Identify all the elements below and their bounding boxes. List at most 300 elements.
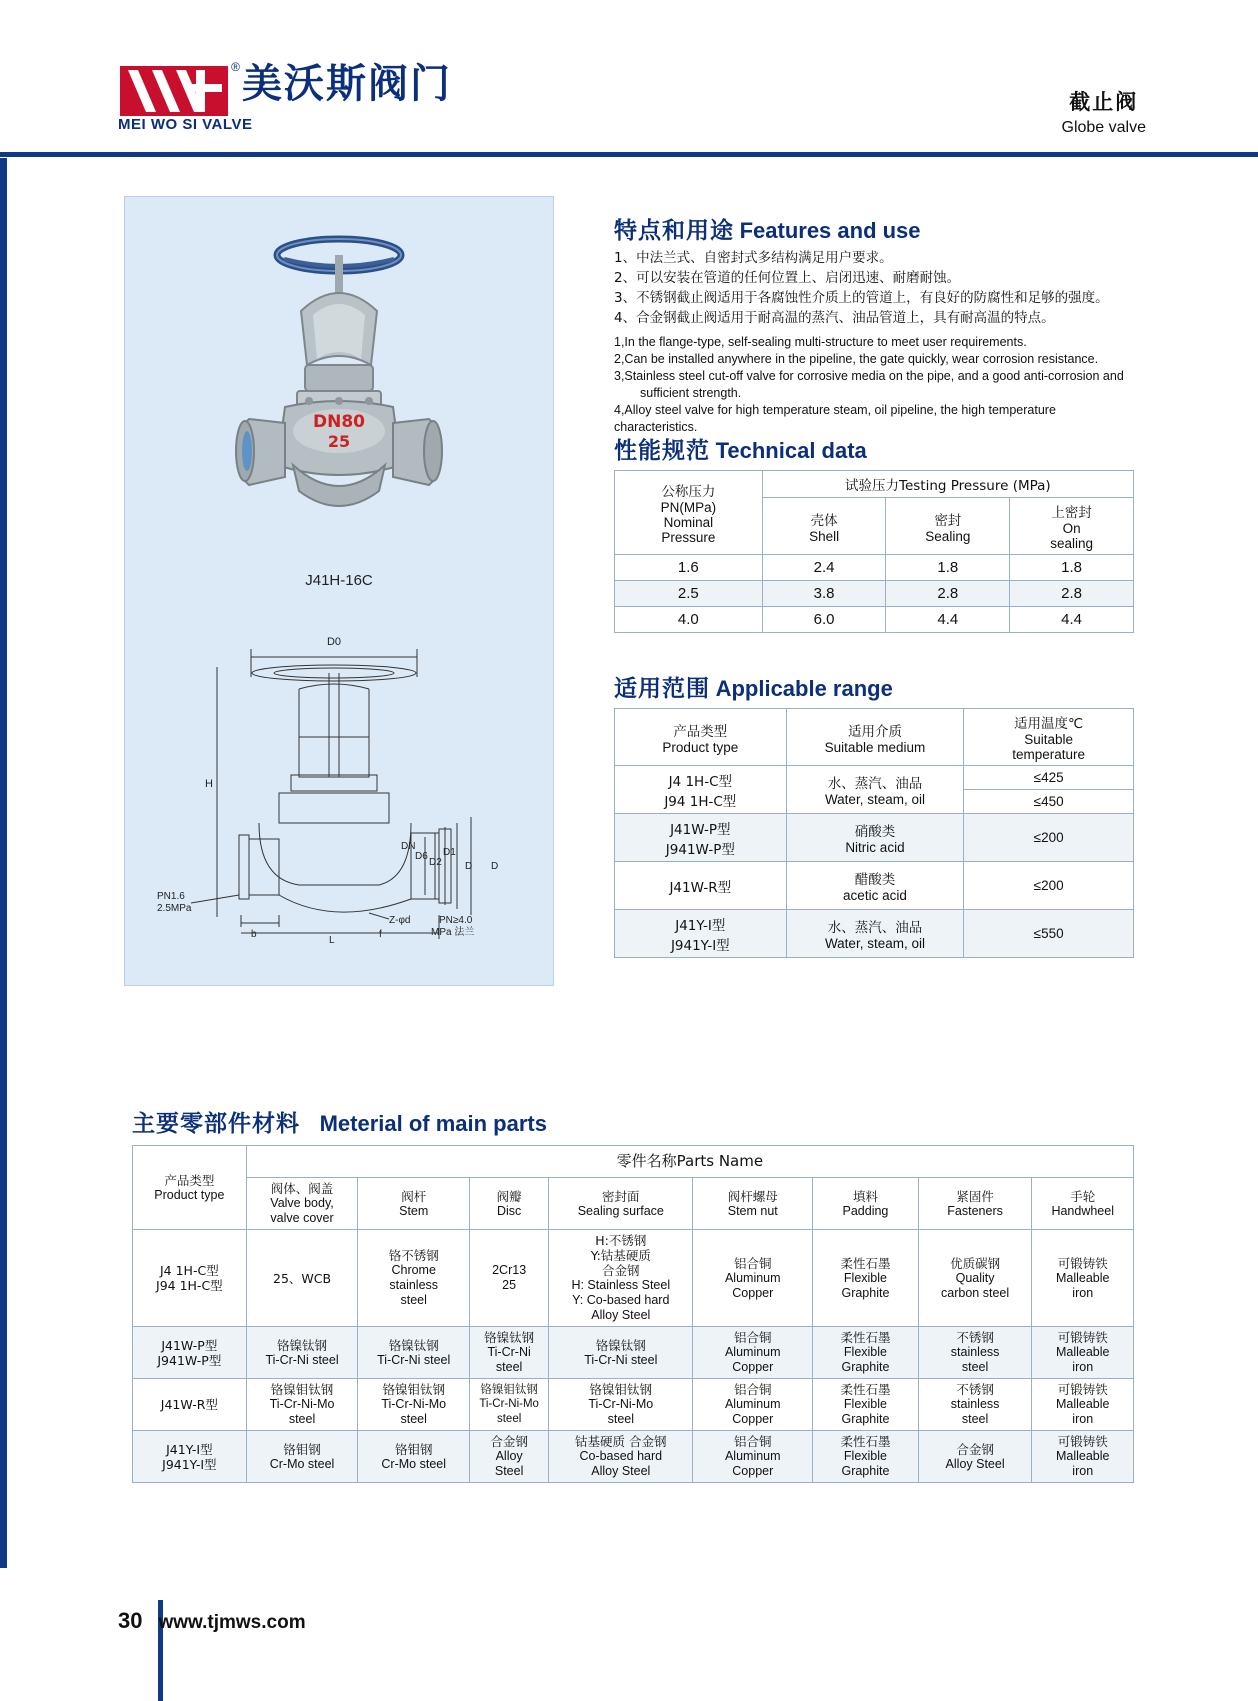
parts-cell-line: steel [288, 1412, 316, 1426]
parts-cell-line: 可锻铸铁 [1057, 1382, 1108, 1397]
th-product-type-cn: 产品类型 [673, 723, 728, 740]
svg-text:b: b [251, 929, 257, 940]
applicable-title-en: Applicable range [715, 676, 893, 701]
parts-cell-line: Flexible [843, 1397, 887, 1411]
parts-cell-line: 铬镍钼钛钢 [270, 1382, 334, 1397]
th-on-sealing-en1: On [1062, 521, 1081, 536]
registered-mark: ® [231, 60, 240, 74]
parts-cell-line: Y:钴基硬质 [590, 1248, 651, 1263]
col-header-en1: Padding [842, 1203, 889, 1218]
technical-title-en: Technical data [715, 438, 867, 463]
range-medium-cn: 醋酸类 [854, 872, 896, 888]
parts-cell-line: 不锈钢 [956, 1382, 994, 1397]
tech-cell: 2.8 [1010, 581, 1134, 607]
table-row [133, 1379, 1134, 1431]
parts-cell-line: Alloy Steel [591, 1464, 651, 1478]
parts-cell-line: 铬镍钛钢 [277, 1337, 328, 1353]
range-type-cell [615, 910, 787, 958]
parts-cell-line: 2Cr13 [492, 1263, 527, 1277]
header-divider [0, 152, 1258, 157]
product-image-panel [124, 196, 554, 986]
parts-cell-line: 25 [502, 1278, 517, 1292]
svg-text:D: D [465, 861, 473, 872]
parts-cell-line: Flexible [843, 1345, 887, 1359]
th-stem-nut [693, 1178, 813, 1230]
th-sealing-en: Sealing [925, 528, 971, 544]
parts-cell-line: steel [496, 1413, 522, 1425]
parts-cell-line: stainless [389, 1278, 439, 1292]
parts-cell-line: 可锻铸铁 [1057, 1434, 1108, 1449]
parts-cell-line: 25、WCB [273, 1270, 332, 1286]
logo-mark-icon [118, 60, 240, 124]
svg-text:L: L [329, 935, 335, 946]
parts-cell-line: 铬镍钛钢 [484, 1330, 535, 1345]
parts-cell-line: 铬镍钼钛钢 [589, 1382, 653, 1397]
th-temperature-en1: Suitable [1024, 732, 1074, 747]
table-row [615, 814, 1134, 862]
parts-title-cn: 主要零部件材料 [132, 1111, 300, 1137]
range-temp-cell: ≤200 [964, 814, 1134, 862]
th-temperature-en2: temperature [1012, 747, 1086, 762]
parts-cell [246, 1230, 358, 1327]
range-temp-cell: ≤425 [964, 766, 1134, 790]
parts-cell-line: iron [1072, 1464, 1094, 1478]
svg-text:PN1.6: PN1.6 [157, 891, 185, 902]
parts-cell [549, 1431, 693, 1483]
range-type-line: J94 1H-C型 [664, 793, 737, 810]
col-header-en1: Sealing surface [577, 1203, 664, 1218]
parts-type-cell [133, 1230, 247, 1327]
range-temp-cell: ≤550 [964, 910, 1134, 958]
parts-cell-line: Alloy Steel [945, 1456, 1005, 1471]
parts-cell [693, 1327, 813, 1379]
parts-type-cell [133, 1379, 247, 1431]
parts-cell-line: Malleable [1055, 1449, 1110, 1463]
parts-cell-line: iron [1072, 1360, 1094, 1374]
applicable-range-table [614, 708, 1134, 958]
parts-cell-line: Ti-Cr-Ni steel [377, 1352, 451, 1367]
features-section-title [614, 212, 921, 245]
svg-text:D6: D6 [415, 851, 428, 862]
svg-text:D0: D0 [326, 636, 342, 648]
parts-cell [549, 1327, 693, 1379]
col-header-cn: 密封面 [602, 1188, 640, 1204]
parts-cell-line: H: Stainless Steel [571, 1278, 671, 1292]
parts-type-line: J41W-P型 [161, 1337, 218, 1353]
th-product-type-en: Product type [662, 739, 739, 755]
website-url[interactable]: www.tjmws.com [158, 1612, 306, 1633]
svg-text:MPa 法兰: MPa 法兰 [431, 927, 475, 938]
applicable-title-cn: 适用范围 [614, 676, 710, 702]
parts-cell-line: steel [961, 1412, 989, 1426]
parts-cell-line: Malleable [1055, 1397, 1110, 1411]
parts-cell [918, 1230, 1032, 1327]
tech-cell: 4.4 [886, 607, 1010, 633]
svg-text:Z-φd: Z-φd [389, 915, 411, 926]
parts-cell-line: Copper [732, 1285, 774, 1300]
col-header-cn: 手轮 [1070, 1188, 1096, 1204]
parts-cell-line: Alloy Steel [591, 1308, 651, 1322]
range-type-line: J41W-R型 [669, 879, 732, 896]
parts-cell [813, 1431, 919, 1483]
parts-material-table [132, 1145, 1134, 1483]
tech-cell: 6.0 [762, 607, 886, 633]
parts-cell-line: 铝合铜 [734, 1382, 772, 1397]
th-medium-cn: 适用介质 [847, 723, 902, 740]
parts-cell [693, 1230, 813, 1327]
parts-cell [246, 1327, 358, 1379]
feature-cn-3: 3、不锈钢截止阀适用于各腐蚀性介质上的管道上，有良好的防腐性和足够的强度。 [614, 290, 1109, 306]
range-type-line: J4 1H-C型 [668, 773, 733, 790]
table-row [615, 709, 1134, 766]
tech-cell: 4.4 [1010, 607, 1134, 633]
th-disc [470, 1178, 549, 1230]
table-row [615, 766, 1134, 790]
table-row [133, 1178, 1134, 1230]
logo-chinese-name: 美沃斯阀门 [242, 61, 452, 107]
svg-text:D: D [491, 861, 499, 872]
parts-type-cell [133, 1327, 247, 1379]
th-shell-cn: 壳体 [810, 512, 838, 529]
parts-cell-line: Cr-Mo steel [269, 1456, 335, 1471]
page-header [0, 0, 1258, 158]
applicable-section-title [614, 670, 893, 703]
parts-cell [470, 1327, 549, 1379]
col-header-en1: Handwheel [1051, 1203, 1114, 1218]
th-parts-type-cn: 产品类型 [164, 1172, 215, 1188]
range-type-line: J41Y-I型 [675, 917, 726, 934]
svg-text:f: f [379, 929, 382, 940]
parts-cell-line: Graphite [841, 1285, 890, 1300]
parts-cell [693, 1431, 813, 1483]
parts-section-title [132, 1105, 547, 1138]
parts-title-en: Meterial of main parts [319, 1111, 547, 1136]
table-row [133, 1230, 1134, 1327]
parts-cell [1032, 1379, 1134, 1431]
logo-english-name: MEI WO SI VALVE [118, 116, 253, 133]
th-shell [762, 498, 886, 555]
col-header-en1: Stem [399, 1203, 429, 1218]
parts-cell-line: 钴基硬质 合金钢 [575, 1434, 667, 1449]
feature-en-4: 4,Alloy steel valve for high temperature steam, oil pipeline, the high temperature characteristics. [614, 403, 1056, 434]
range-temp-cell: ≤200 [964, 862, 1134, 910]
range-medium-en: acetic acid [843, 888, 907, 903]
table-row [615, 607, 1134, 633]
range-medium-cell [786, 910, 964, 958]
svg-text:2.5MPa: 2.5MPa [157, 903, 192, 914]
parts-cell [358, 1379, 470, 1431]
product-title-block [1062, 86, 1147, 137]
feature-en-2: 2,Can be installed anywhere in the pipeline, the gate quickly, wear corrosion resistance. [614, 352, 1099, 366]
col-header-en1: Disc [496, 1203, 522, 1218]
parts-cell-line: Y: Co-based hard [572, 1293, 670, 1307]
parts-cell-line: Malleable [1055, 1345, 1110, 1359]
parts-cell [470, 1230, 549, 1327]
parts-cell-line: stainless [950, 1397, 1000, 1411]
parts-cell-line: 铬镍钼钛钢 [480, 1382, 538, 1396]
parts-cell-line: steel [400, 1293, 427, 1307]
th-on-sealing-en2: sealing [1050, 536, 1093, 551]
th-temperature-cn: 适用温度℃ [1014, 716, 1084, 732]
product-title-en: Globe valve [1061, 119, 1146, 136]
parts-cell [1032, 1327, 1134, 1379]
parts-cell-line: 柔性石墨 [840, 1255, 891, 1271]
technical-section-title [614, 432, 867, 465]
technical-drawing [139, 627, 539, 967]
parts-type-line: J941W-P型 [157, 1352, 222, 1368]
features-title-en: Features and use [739, 218, 921, 243]
page-footer [118, 1608, 306, 1634]
parts-cell-line: 铝合铜 [734, 1434, 772, 1449]
th-parts-type-en: Product type [154, 1187, 225, 1202]
parts-cell-line: 铬镍钛钢 [388, 1337, 439, 1353]
col-header-cn: 阀杆螺母 [727, 1188, 778, 1204]
svg-text:PN≥4.0: PN≥4.0 [439, 915, 473, 926]
parts-cell [918, 1379, 1032, 1431]
parts-cell-line: steel [495, 1360, 523, 1374]
svg-text:H: H [205, 778, 213, 790]
table-row [615, 910, 1134, 958]
col-header-cn: 阀杆 [401, 1188, 427, 1204]
range-medium-cn: 硝酸类 [854, 824, 896, 840]
th-on-sealing [1010, 498, 1134, 555]
parts-cell-line: Flexible [843, 1449, 887, 1463]
table-row [615, 581, 1134, 607]
parts-cell-line: Flexible [843, 1270, 887, 1285]
parts-cell [918, 1431, 1032, 1483]
parts-cell-line: Ti-Cr-Ni-Mo [479, 1398, 539, 1410]
parts-cell [358, 1230, 470, 1327]
parts-cell-line: Co-based hard [579, 1449, 663, 1463]
col-header-en1: Fasteners [947, 1203, 1003, 1218]
range-medium-en: Nitric acid [845, 840, 905, 855]
parts-cell-line: iron [1072, 1412, 1094, 1426]
feature-en-3b: sufficient strength. [640, 386, 742, 400]
th-sealing-surface [549, 1178, 693, 1230]
th-nominal-pressure [615, 471, 763, 555]
svg-text:DN: DN [401, 841, 416, 852]
parts-type-line: J4 1H-C型 [159, 1263, 219, 1278]
table-row [615, 471, 1134, 498]
parts-type-cell [133, 1431, 247, 1483]
parts-cell-line: Alloy [495, 1449, 523, 1463]
th-nominal-pn: PN(MPa) [660, 500, 717, 515]
parts-cell-line: 可锻铸铁 [1057, 1330, 1108, 1345]
range-medium-cn: 水、蒸汽、油品 [827, 920, 923, 936]
table-row [133, 1327, 1134, 1379]
parts-cell-line: Chrome [391, 1263, 436, 1277]
photo-caption: J41H-16C [305, 572, 373, 589]
parts-cell [246, 1379, 358, 1431]
parts-cell-line: 铬钼钢 [283, 1441, 321, 1457]
feature-en-1: 1,In the flange-type, self-sealing multi-structure to meet user requirements. [614, 335, 1027, 349]
range-type-cell [615, 766, 787, 814]
parts-cell [1032, 1230, 1134, 1327]
parts-cell-line: 铝合铜 [734, 1330, 772, 1345]
tech-cell: 1.8 [1010, 555, 1134, 581]
parts-cell [813, 1230, 919, 1327]
range-medium-cell [786, 766, 964, 814]
valve-photo [189, 215, 489, 575]
parts-cell-line: Cr-Mo steel [381, 1456, 446, 1471]
tech-cell: 1.6 [615, 555, 763, 581]
col-header-cn: 填料 [852, 1188, 878, 1204]
parts-cell-line: steel [961, 1360, 989, 1374]
parts-cell-line: Ti-Cr-Ni-Mo [381, 1397, 447, 1411]
parts-cell-line: Ti-Cr-Ni [487, 1345, 531, 1359]
technical-data-table [614, 470, 1134, 633]
th-parts-name: 零件名称Parts Name [246, 1146, 1133, 1178]
parts-cell-line: 柔性石墨 [840, 1382, 891, 1397]
parts-cell [549, 1230, 693, 1327]
features-chinese-list [614, 248, 1134, 328]
parts-cell-line: Quality [955, 1270, 995, 1285]
parts-cell [1032, 1431, 1134, 1483]
feature-en-3: 3,Stainless steel cut-off valve for corrosive media on the pipe, and a good anti-corrosion and [614, 369, 1124, 383]
parts-cell-line: 铬不锈钢 [388, 1248, 439, 1263]
th-nominal-en1: Nominal [663, 515, 714, 530]
th-parts-product-type [133, 1146, 247, 1230]
table-row [133, 1431, 1134, 1483]
th-sealing-cn: 密封 [934, 512, 962, 529]
parts-cell-line: carbon steel [941, 1285, 1010, 1300]
technical-title-cn: 性能规范 [614, 438, 710, 464]
parts-cell-line: 铬镍钛钢 [595, 1337, 646, 1353]
parts-cell-line: 合金钢 [956, 1441, 994, 1457]
parts-cell-line: steel [607, 1412, 634, 1426]
features-english-list [614, 334, 1142, 436]
tech-cell: 2.4 [762, 555, 886, 581]
table-row [615, 555, 1134, 581]
parts-cell-line: Copper [732, 1412, 774, 1426]
page-number: 30 [118, 1608, 143, 1633]
col-header-cn: 阀体、阀盖 [270, 1181, 334, 1196]
svg-text:D2: D2 [429, 857, 442, 868]
parts-cell [549, 1379, 693, 1431]
col-header-cn: 紧固件 [956, 1188, 994, 1204]
feature-cn-2: 2、可以安装在管道的任何位置上、启闭迅速、耐磨耐蚀。 [614, 270, 961, 286]
th-medium-en: Suitable medium [824, 739, 926, 755]
parts-cell-line: 铬钼钢 [394, 1441, 433, 1457]
parts-cell-line: 铝合铜 [734, 1255, 772, 1271]
col-header-en1: Valve body, [270, 1196, 334, 1210]
feature-cn-1: 1、中法兰式、自密封式多结构满足用户要求。 [614, 250, 893, 266]
parts-type-line: J41Y-I型 [166, 1441, 213, 1457]
left-accent-bar [0, 158, 7, 1568]
features-title-cn: 特点和用途 [614, 218, 734, 244]
parts-cell-line: Ti-Cr-Ni-Mo [269, 1397, 335, 1411]
parts-cell-line: Graphite [841, 1412, 890, 1426]
th-product-type [615, 709, 787, 766]
th-sealing [886, 498, 1010, 555]
tech-cell: 2.8 [886, 581, 1010, 607]
parts-cell-line: Aluminum [724, 1345, 781, 1359]
parts-cell-line: stainless [950, 1345, 1000, 1359]
range-type-line: J941W-P型 [665, 841, 735, 858]
th-handwheel [1032, 1178, 1134, 1230]
th-shell-en: Shell [809, 528, 840, 544]
parts-cell-line: 柔性石墨 [840, 1434, 891, 1449]
parts-cell-line: 优质碳钢 [950, 1255, 1001, 1271]
th-valve-body [246, 1178, 358, 1230]
range-type-line: J41W-P型 [670, 821, 731, 838]
parts-type-line: J941Y-I型 [162, 1456, 217, 1472]
parts-cell-line: Ti-Cr-Ni-Mo [588, 1397, 654, 1411]
range-medium-en: Water, steam, oil [824, 792, 925, 807]
parts-cell-line: 合金钢 [490, 1434, 528, 1449]
range-type-cell [615, 862, 787, 910]
parts-cell [358, 1431, 470, 1483]
col-header-en1: Stem nut [727, 1203, 778, 1218]
brand-logo [118, 62, 452, 124]
feature-cn-4: 4、合金钢截止阀适用于耐高温的蒸汽、油品管道上，具有耐高温的特点。 [614, 310, 1055, 326]
tech-cell: 3.8 [762, 581, 886, 607]
parts-cell-line: steel [400, 1412, 427, 1426]
svg-text:25: 25 [327, 432, 351, 451]
parts-cell-line: 不锈钢 [956, 1330, 994, 1345]
table-row [615, 862, 1134, 910]
parts-cell [813, 1379, 919, 1431]
th-on-sealing-cn: 上密封 [1051, 505, 1092, 521]
th-fasteners [918, 1178, 1032, 1230]
parts-cell-line: Aluminum [724, 1397, 781, 1411]
range-medium-cn: 水、蒸汽、油品 [827, 776, 923, 792]
th-medium [786, 709, 964, 766]
parts-cell-line: 可锻铸铁 [1057, 1255, 1108, 1271]
parts-cell-line: iron [1072, 1285, 1094, 1300]
th-testing-pressure: 试验压力Testing Pressure (MPa) [762, 471, 1133, 498]
parts-cell-line: Graphite [841, 1464, 890, 1478]
th-padding [813, 1178, 919, 1230]
range-medium-en: Water, steam, oil [824, 936, 925, 951]
parts-cell [358, 1327, 470, 1379]
parts-cell-line: Aluminum [724, 1270, 781, 1285]
svg-text:D1: D1 [443, 847, 456, 858]
parts-cell-line: Copper [732, 1360, 774, 1374]
th-nominal-cn: 公称压力 [661, 484, 716, 500]
range-medium-cell [786, 862, 964, 910]
parts-cell-line: 铬镍钼钛钢 [382, 1382, 445, 1397]
parts-type-line: J41W-R型 [160, 1397, 218, 1412]
range-temp-cell: ≤450 [964, 790, 1134, 814]
parts-cell-line: Steel [494, 1464, 524, 1478]
parts-cell-line: 合金钢 [602, 1263, 640, 1278]
tech-cell: 1.8 [886, 555, 1010, 581]
parts-cell-line: Ti-Cr-Ni steel [265, 1352, 339, 1367]
tech-cell: 2.5 [615, 581, 763, 607]
parts-cell [246, 1431, 358, 1483]
parts-cell [918, 1327, 1032, 1379]
parts-cell-line: Malleable [1055, 1270, 1110, 1285]
col-header-cn: 阀瓣 [496, 1188, 522, 1204]
th-stem [358, 1178, 470, 1230]
parts-type-line: J94 1H-C型 [156, 1278, 223, 1293]
table-row [133, 1146, 1134, 1178]
tech-cell: 4.0 [615, 607, 763, 633]
product-title-cn: 截止阀 [1069, 90, 1139, 114]
parts-cell-line: Ti-Cr-Ni steel [584, 1352, 658, 1367]
parts-cell-line: H:不锈钢 [595, 1233, 647, 1248]
th-temperature [964, 709, 1134, 766]
parts-cell-line: Copper [732, 1464, 774, 1478]
col-header-en2: valve cover [270, 1211, 334, 1225]
parts-cell [693, 1379, 813, 1431]
range-medium-cell [786, 814, 964, 862]
parts-cell-line: 柔性石墨 [840, 1330, 891, 1345]
range-type-cell [615, 814, 787, 862]
parts-cell-line: Graphite [841, 1360, 890, 1374]
svg-text:DN80: DN80 [313, 412, 365, 432]
